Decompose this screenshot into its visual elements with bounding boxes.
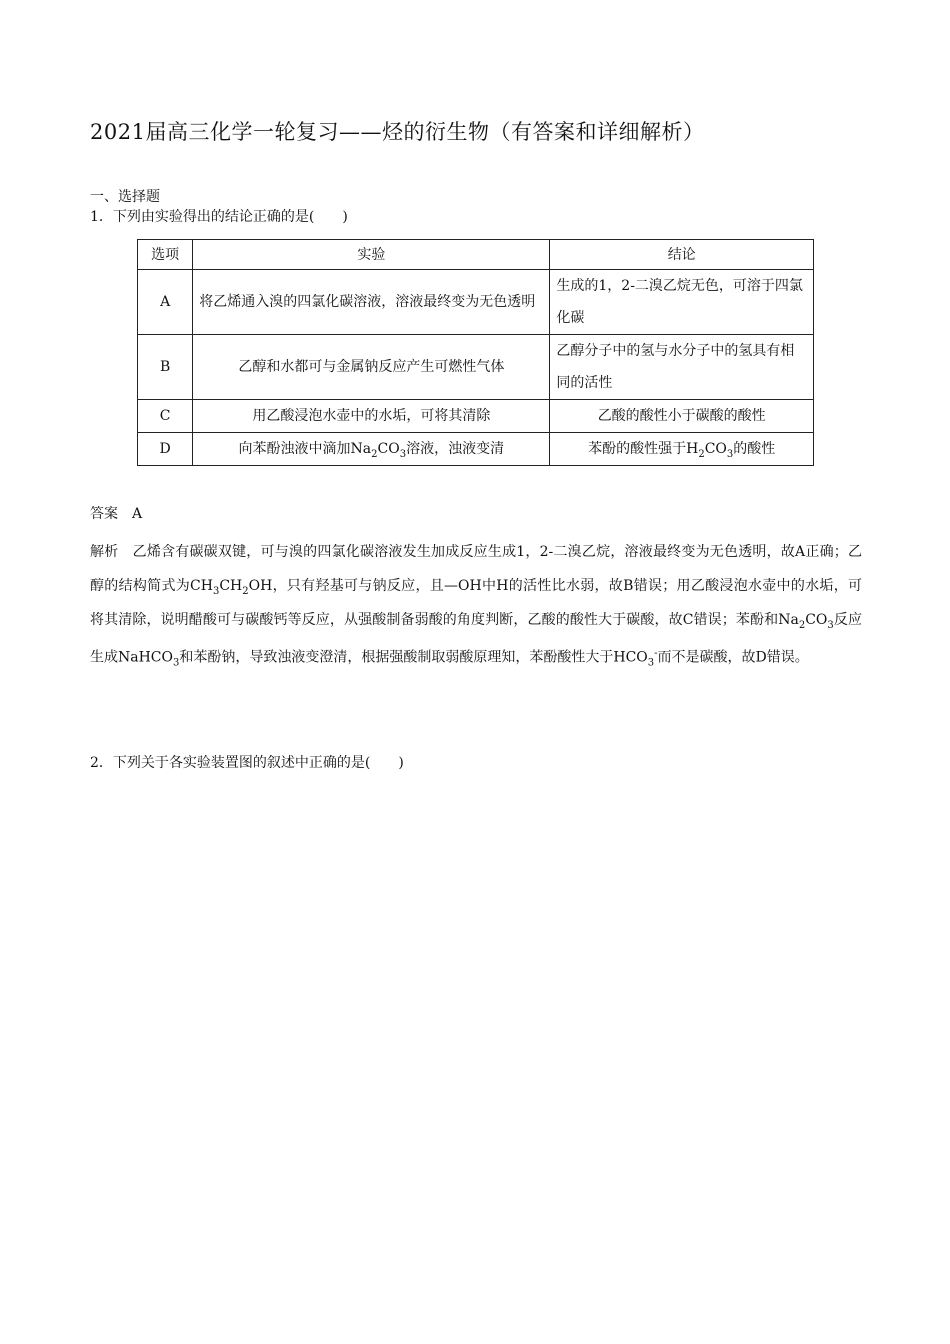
header-option: 选项 [138,240,193,270]
option-cell: B [138,335,193,400]
text-run: 的酸性 [733,441,776,457]
subscript: 3 [212,586,220,597]
table-row [138,400,814,433]
experiment-table [137,239,814,466]
conclusion-cell [550,433,814,466]
document-title: 2021届高三化学一轮复习——烃的衍生物（有答案和详细解析） [90,120,705,144]
subscript: 2 [371,449,378,460]
subscript: 2 [698,449,705,460]
text-run: CO [805,612,828,628]
subscript: 3 [726,449,734,460]
experiment-cell: 将乙烯通入溴的四氯化碳溶液，溶液最终变为无色透明 [193,270,550,335]
conclusion-cell: 乙醇分子中的氢与水分子中的氢具有相同的活性 [550,335,814,400]
table-header-row [138,240,814,270]
conclusion-cell: 乙酸的酸性小于碳酸的酸性 [550,400,814,433]
question-2-stem: 2．下列关于各实验装置图的叙述中正确的是( ) [90,755,404,771]
text-run: CH [219,578,243,594]
conclusion-cell: 生成的1，2-二溴乙烷无色，可溶于四氯化碳 [550,270,814,335]
subscript: 2 [798,620,806,631]
question-1-stem: 1．下列由实验得出的结论正确的是( ) [90,209,348,225]
text-run: OH，只有羟基可与钠反应，且—OH中H的活性比水弱，故B错误；用乙酸浸泡水壶中的水垢，可将其清除，说明醋酸可与碳酸钙等反应，从强酸制备弱酸的角度判断，乙酸的酸性大于碳酸，故C错误；苯酚和Na [90,578,862,628]
text-run: 反应生成NaHCO [90,612,863,666]
subscript: 3 [173,657,180,669]
header-conclusion: 结论 [550,240,814,270]
text-run: 苯酚的酸性强于H [588,441,699,457]
table-row [138,335,814,400]
option-cell: A [138,270,193,335]
experiment-cell [193,433,550,466]
text-run: CO [377,441,400,457]
subscript: 3 [647,657,655,669]
analysis-paragraph [90,535,862,675]
superscript: - [654,648,658,659]
experiment-cell: 乙醇和水都可与金属钠反应产生可燃性气体 [193,335,550,400]
text-run: 解析 乙烯含有碳碳双键，可与溴的四氯化碳溶液发生加成反应生成1，2-二溴乙烷，溶液最终变为无色透明，故A正确；乙醇的结构简式为CH [90,544,862,594]
subscript: 3 [399,449,407,460]
table-row [138,270,814,335]
answer-line: 答案 A [90,506,143,522]
text-run: CO [704,441,727,457]
table-row [138,433,814,466]
option-cell: D [138,433,193,466]
text-run: 和苯酚钠，导致浊液变澄清，根据强酸制取弱酸原理知，苯酚酸性大于HCO [179,649,648,666]
text-run: 而不是碳酸，故D错误。 [657,649,809,666]
subscript: 2 [242,586,249,597]
section-heading: 一、选择题 [90,189,160,205]
experiment-cell: 用乙酸浸泡水壶中的水垢，可将其清除 [193,400,550,433]
option-cell: C [138,400,193,433]
header-experiment: 实验 [193,240,550,270]
text-run: 溶液，浊液变清 [406,441,505,457]
text-run: 向苯酚浊液中滴加Na [238,441,372,457]
subscript: 3 [827,620,834,631]
